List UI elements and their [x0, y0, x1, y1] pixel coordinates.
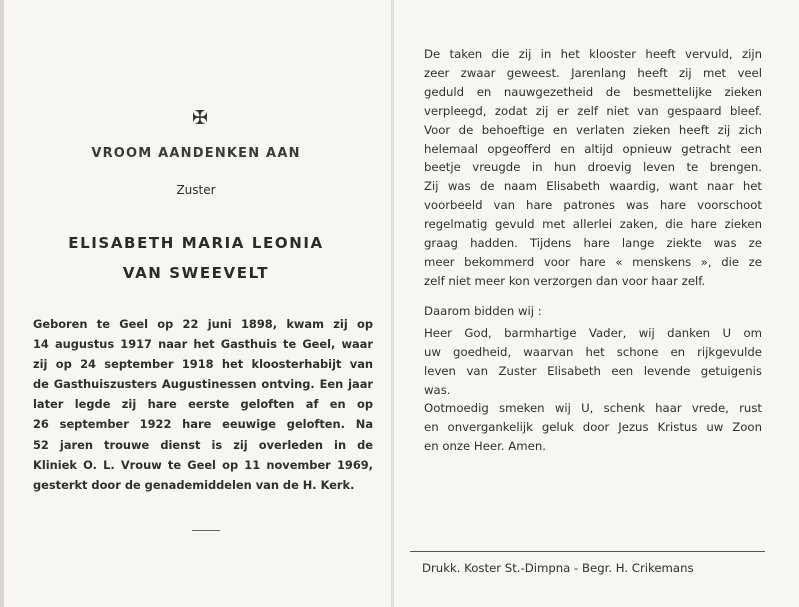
prayer-line: leven van Zuster Elisabeth een levende getuigenis: [424, 363, 762, 378]
ornament-dash: [192, 530, 220, 531]
prayer-line: uw goedheid, waarvan het schone en rijkgevulde: [424, 344, 762, 359]
bio-line: de Gasthuiszusters Augustinessen ontving. Een jaar: [33, 377, 373, 392]
bio-line: 26 september 1922 hare eeuwige geloften. Na: [33, 417, 373, 432]
supplication-line: en onvergankelijk geluk door Jezus Kristus uw Zoon: [424, 419, 762, 434]
tribute-line: graag hadden. Tijdens hare lange ziekte was ze: [424, 236, 762, 251]
left-panel: [0, 0, 392, 607]
prayer-intro: [424, 302, 762, 321]
tribute-line: regelmatig gevuld met allerlei zaken, die hare zieken: [424, 217, 762, 232]
bio-line: gesterkt door de genademiddelen van de H. Kerk.: [33, 477, 355, 492]
bio-line: Geboren te Geel op 22 juni 1898, kwam zij op: [33, 317, 373, 331]
prayer-paragraph: [424, 324, 762, 400]
tribute-line: zeer zwaar geweest. Jarenlang heeft zij met veel: [424, 65, 762, 80]
title-prefix: Zuster: [176, 183, 216, 197]
printer-credit: Drukk. Koster St.-Dimpna - Begr. H. Crikemans: [422, 561, 694, 575]
prayer-line: was.: [424, 382, 451, 397]
cross-icon: ✠: [192, 107, 208, 129]
tribute-line: De taken die zij in het klooster heeft vervuld, zijn: [424, 47, 762, 61]
bio-line: Kliniek O. L. Vrouw te Geel op 11 november 1969,: [33, 457, 373, 472]
tribute-line: zelf niet meer kon verzorgen dan voor haar zelf.: [424, 273, 706, 288]
footer-rule: [410, 551, 765, 552]
memorial-heading: VROOM AANDENKEN AAN: [91, 146, 301, 161]
bio-line: zij op 24 september 1918 het kloosterhabijt van: [33, 357, 373, 372]
supplication-line: Ootmoedig smeken wij U, schenk haar vrede, rust: [424, 401, 762, 415]
tribute-line: beetje vreugde in hun droevig leven te brengen.: [424, 160, 762, 175]
biography-paragraph: [33, 314, 373, 495]
tribute-line: geduld en nauwgezetheid de besmettelijke zieken: [424, 84, 762, 99]
prayer-line: Heer God, barmhartige Vader, wij danken U om: [424, 326, 762, 340]
supplication-line: en onze Heer. Amen.: [424, 438, 546, 453]
tribute-line: voorbeeld van hare patrones was hare voorschoot: [424, 198, 762, 213]
deceased-name-line2: VAN SWEEVELT: [122, 264, 270, 282]
tribute-line: helemaal opgeofferd en altijd opnieuw getracht een: [424, 141, 762, 156]
right-panel: [394, 0, 799, 607]
tribute-line: meer bekommerd voor hare « menskens », die ze: [424, 254, 762, 269]
deceased-name-line1: ELISABETH MARIA LEONIA: [68, 234, 324, 252]
supplication-paragraph: [424, 399, 762, 456]
bio-line: 14 augustus 1917 naar het Gasthuis te Geel, waar: [33, 337, 373, 352]
tribute-line: verpleegd, zodat zij er zelf niet van gespaard bleef.: [424, 103, 762, 118]
tribute-paragraph: [424, 45, 762, 291]
bio-line: later legde zij hare eerste geloften af en op: [33, 397, 373, 412]
prayer-intro-text: Daarom bidden wij :: [424, 304, 542, 318]
bio-line: 52 jaren trouwe dienst is zij overleden in de: [33, 437, 373, 452]
tribute-line: Voor de behoeftige en verlaten zieken heeft zij zich: [424, 122, 762, 137]
tribute-line: Zij was de naam Elisabeth waardig, want naar het: [424, 179, 762, 194]
